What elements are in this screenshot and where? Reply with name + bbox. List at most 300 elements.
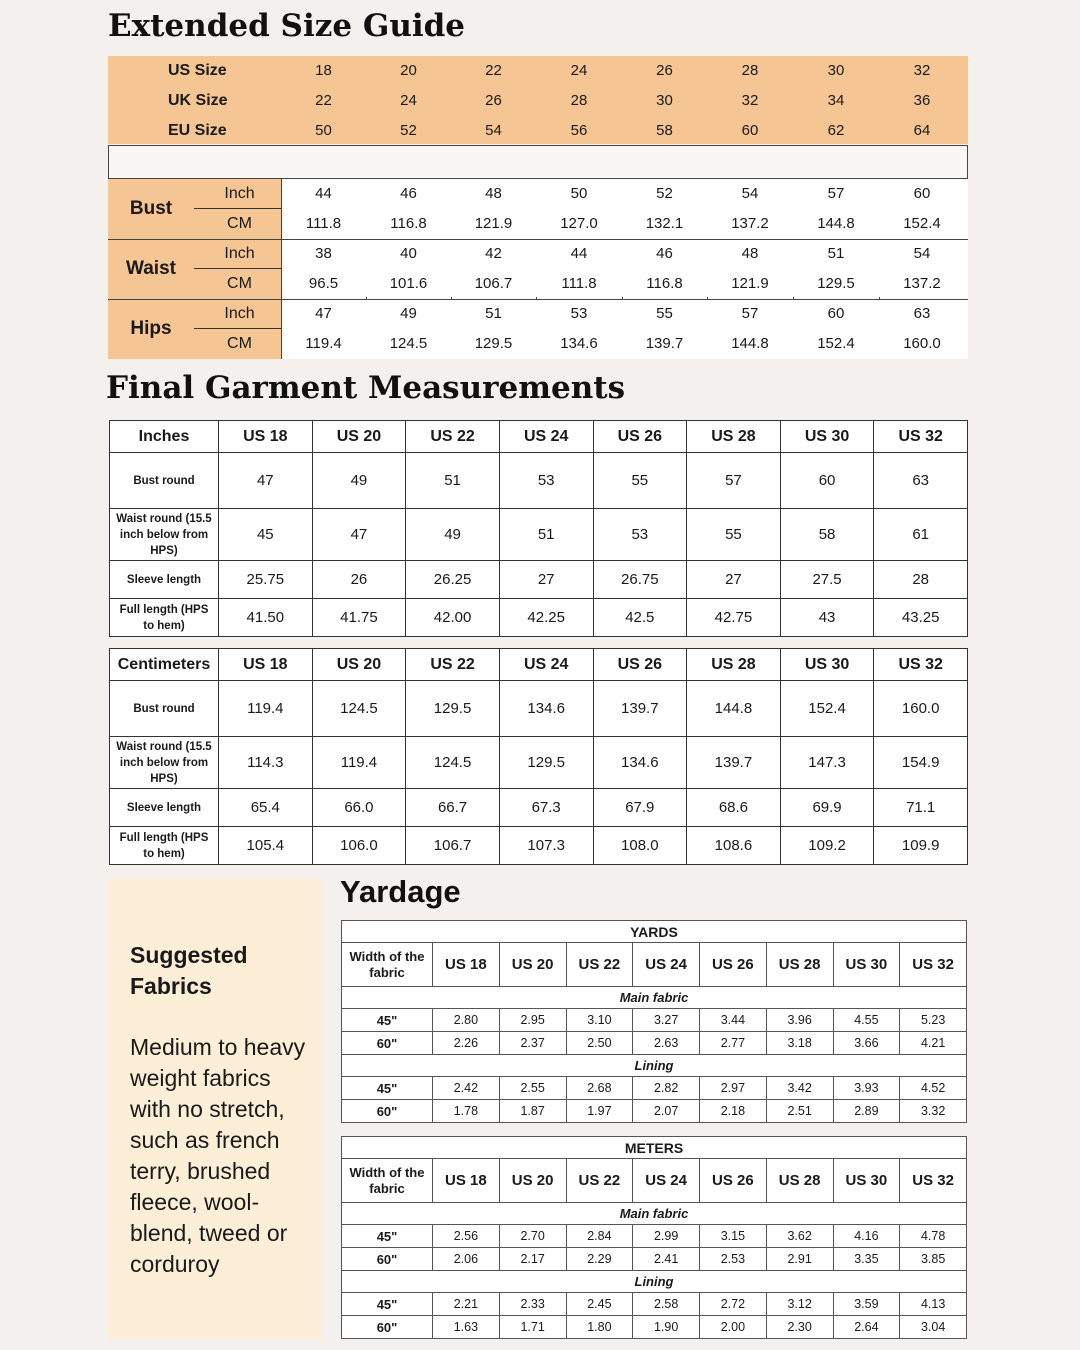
size-header: US 30 bbox=[780, 421, 874, 453]
measure-cell: 42 bbox=[485, 245, 502, 262]
size-header: US 30 bbox=[780, 649, 874, 681]
yardage-value: 3.15 bbox=[700, 1225, 767, 1248]
size-header: US 28 bbox=[687, 421, 781, 453]
measurement-value: 43.25 bbox=[874, 599, 968, 637]
yardage-value: 1.78 bbox=[433, 1100, 500, 1123]
yardage-value: 1.71 bbox=[499, 1316, 566, 1339]
yardage-value: 4.21 bbox=[900, 1032, 967, 1055]
size-header: US 24 bbox=[633, 943, 700, 987]
yardage-value: 2.89 bbox=[833, 1100, 900, 1123]
yardage-value: 2.55 bbox=[499, 1077, 566, 1100]
size-cell: 24 bbox=[400, 92, 417, 109]
yardage-value: 3.12 bbox=[766, 1293, 833, 1316]
yardage-value: 2.64 bbox=[833, 1316, 900, 1339]
size-header: US 20 bbox=[499, 1159, 566, 1203]
size-guide-title: Extended Size Guide bbox=[108, 8, 466, 44]
yardage-value: 2.30 bbox=[766, 1316, 833, 1339]
size-header: US 32 bbox=[900, 943, 967, 987]
yardage-value: 2.26 bbox=[433, 1032, 500, 1055]
unit-label: CM bbox=[227, 335, 252, 352]
yardage-value: 1.87 bbox=[499, 1100, 566, 1123]
size-cell: 64 bbox=[913, 122, 931, 139]
measurement-value: 160.0 bbox=[874, 681, 968, 737]
measure-cell: 46 bbox=[656, 245, 673, 262]
fabric-width: 45" bbox=[342, 1293, 433, 1316]
size-cell: 58 bbox=[656, 122, 673, 139]
size-header: US 32 bbox=[900, 1159, 967, 1203]
size-header: US 24 bbox=[633, 1159, 700, 1203]
yardage-value: 2.00 bbox=[700, 1316, 767, 1339]
yardage-value: 2.53 bbox=[700, 1248, 767, 1271]
size-header: US 22 bbox=[406, 649, 500, 681]
size-header: US 24 bbox=[499, 421, 593, 453]
yardage-value: 2.68 bbox=[566, 1077, 633, 1100]
measure-cell: 53 bbox=[570, 305, 588, 322]
measurement-value: 124.5 bbox=[312, 681, 406, 737]
measurement-value: 144.8 bbox=[687, 681, 781, 737]
measure-cell: 116.8 bbox=[646, 275, 683, 292]
yardage-value: 2.97 bbox=[700, 1077, 767, 1100]
measurement-value: 109.9 bbox=[874, 827, 968, 865]
yardage-yards-table bbox=[341, 920, 967, 1123]
measure-cell: 44 bbox=[315, 185, 332, 202]
measure-cell: 96.5 bbox=[308, 275, 339, 292]
measurement-value: 28 bbox=[874, 561, 968, 599]
measure-cell: 48 bbox=[741, 245, 759, 262]
measure-cell: 50 bbox=[570, 185, 588, 202]
measurement-value: 105.4 bbox=[219, 827, 313, 865]
size-header: US 28 bbox=[766, 1159, 833, 1203]
size-guide-header bbox=[108, 56, 968, 144]
measure-cell: 49 bbox=[400, 305, 417, 322]
fabric-width: 45" bbox=[342, 1009, 433, 1032]
yardage-meters-table bbox=[341, 1136, 967, 1339]
measurement-value: 139.7 bbox=[687, 737, 781, 789]
yardage-value: 2.50 bbox=[566, 1032, 633, 1055]
measure-cell: 160.0 bbox=[903, 335, 941, 352]
size-cell: 28 bbox=[570, 92, 588, 109]
unit-divider bbox=[194, 208, 281, 209]
width-label: Width of the fabric bbox=[342, 943, 433, 987]
size-header: US 26 bbox=[700, 943, 767, 987]
measure-cell: 111.8 bbox=[561, 275, 597, 292]
yardage-value: 3.59 bbox=[833, 1293, 900, 1316]
measurement-value: 43 bbox=[780, 599, 874, 637]
column-divider bbox=[536, 297, 537, 299]
measure-cell: 54 bbox=[741, 185, 759, 202]
column-divider bbox=[281, 179, 282, 359]
size-cell: 52 bbox=[400, 122, 417, 139]
measurement-value: 26.75 bbox=[593, 561, 687, 599]
yardage-value: 3.04 bbox=[900, 1316, 967, 1339]
measurement-value: 119.4 bbox=[312, 737, 406, 789]
measure-cell: 124.5 bbox=[389, 335, 428, 352]
measurement-value: 66.0 bbox=[312, 789, 406, 827]
measurement-value: 129.5 bbox=[499, 737, 593, 789]
measurement-value: 27.5 bbox=[780, 561, 874, 599]
unit-divider bbox=[194, 268, 281, 269]
yardage-value: 2.72 bbox=[700, 1293, 767, 1316]
measure-cell: 101.6 bbox=[389, 275, 428, 292]
size-row-label: US Size bbox=[168, 62, 227, 79]
measure-cell: 111.8 bbox=[305, 215, 342, 232]
unit-divider bbox=[194, 328, 281, 329]
yardage-value: 3.42 bbox=[766, 1077, 833, 1100]
measure-cell: 134.6 bbox=[560, 335, 598, 352]
yardage-title: Yardage bbox=[340, 874, 461, 909]
measurement-label: Waist round (15.5 inch below from HPS) bbox=[110, 509, 219, 561]
suggested-fabrics-title: Suggested Fabrics bbox=[130, 942, 248, 999]
yardage-value: 2.58 bbox=[633, 1293, 700, 1316]
yardage-value: 4.16 bbox=[833, 1225, 900, 1248]
measurement-value: 55 bbox=[687, 509, 781, 561]
measurement-value: 67.9 bbox=[593, 789, 687, 827]
measurement-label: Waist round (15.5 inch below from HPS) bbox=[110, 737, 219, 789]
measurement-value: 60 bbox=[780, 453, 874, 509]
measurement-value: 68.6 bbox=[687, 789, 781, 827]
yardage-value: 2.82 bbox=[633, 1077, 700, 1100]
yardage-value: 3.62 bbox=[766, 1225, 833, 1248]
suggested-fabrics-panel bbox=[108, 878, 322, 1340]
measure-cell: 38 bbox=[315, 245, 332, 262]
measure-cell: 119.4 bbox=[305, 335, 342, 352]
measure-cell: 129.5 bbox=[817, 275, 855, 292]
column-divider bbox=[879, 297, 880, 299]
measurement-value: 53 bbox=[593, 509, 687, 561]
unit-label: Inch bbox=[224, 305, 255, 322]
measurement-value: 65.4 bbox=[219, 789, 313, 827]
measurement-value: 45 bbox=[219, 509, 313, 561]
measurement-value: 49 bbox=[312, 453, 406, 509]
unit-label: Inch bbox=[224, 185, 255, 202]
column-divider bbox=[707, 297, 708, 299]
garment-title: Final Garment Measurements bbox=[106, 370, 626, 406]
size-header: US 20 bbox=[312, 649, 406, 681]
unit-label: Inch bbox=[224, 245, 255, 262]
size-row bbox=[108, 116, 968, 146]
size-cell: 20 bbox=[400, 62, 417, 79]
yardage-value: 2.29 bbox=[566, 1248, 633, 1271]
measurement-label: Full length (HPS to hem) bbox=[110, 827, 219, 865]
measurement-value: 55 bbox=[593, 453, 687, 509]
yardage-value: 3.93 bbox=[833, 1077, 900, 1100]
size-header: US 24 bbox=[499, 649, 593, 681]
size-cell: 22 bbox=[315, 92, 332, 109]
size-cell: 32 bbox=[741, 92, 759, 109]
measurement-value: 61 bbox=[874, 509, 968, 561]
fabric-width: 45" bbox=[342, 1077, 433, 1100]
yardage-value: 2.51 bbox=[766, 1100, 833, 1123]
measure-cell: 57 bbox=[827, 185, 845, 202]
measurement-value: 108.6 bbox=[687, 827, 781, 865]
size-header: US 22 bbox=[566, 943, 633, 987]
measure-cell: 144.8 bbox=[817, 215, 855, 232]
measure-cell: 48 bbox=[485, 185, 502, 202]
size-cell: 32 bbox=[913, 62, 931, 79]
measure-cell: 52 bbox=[656, 185, 673, 202]
yardage-value: 2.33 bbox=[499, 1293, 566, 1316]
yardage-value: 5.23 bbox=[900, 1009, 967, 1032]
measure-cell: 121.9 bbox=[731, 275, 769, 292]
unit-header: Inches bbox=[110, 421, 219, 453]
measurement-label: Sleeve length bbox=[110, 561, 219, 599]
yardage-value: 2.21 bbox=[433, 1293, 500, 1316]
yardage-value: 2.06 bbox=[433, 1248, 500, 1271]
yardage-value: 2.41 bbox=[633, 1248, 700, 1271]
unit-caption: YARDS bbox=[342, 921, 967, 943]
size-header: US 18 bbox=[219, 421, 313, 453]
size-row-label: EU Size bbox=[168, 122, 227, 139]
measurement-value: 134.6 bbox=[499, 681, 593, 737]
size-cell: 30 bbox=[656, 92, 673, 109]
measure-cell: 132.1 bbox=[645, 215, 684, 232]
measurement-value: 106.7 bbox=[406, 827, 500, 865]
yardage-value: 2.77 bbox=[700, 1032, 767, 1055]
measurement-value: 49 bbox=[406, 509, 500, 561]
measure-group-name: Bust bbox=[129, 198, 173, 219]
measurement-value: 107.3 bbox=[499, 827, 593, 865]
measurement-value: 108.0 bbox=[593, 827, 687, 865]
measure-cell: 47 bbox=[315, 305, 332, 322]
section-label: Main fabric bbox=[342, 987, 967, 1009]
unit-label: CM bbox=[227, 275, 252, 292]
yardage-value: 2.18 bbox=[700, 1100, 767, 1123]
size-header: US 32 bbox=[874, 649, 968, 681]
measure-cell: 127.0 bbox=[560, 215, 598, 232]
column-divider bbox=[451, 297, 452, 299]
size-header: US 26 bbox=[593, 649, 687, 681]
measure-cell: 40 bbox=[400, 245, 417, 262]
yardage-value: 4.52 bbox=[900, 1077, 967, 1100]
size-cell: 18 bbox=[315, 62, 332, 79]
size-cell: 26 bbox=[656, 62, 673, 79]
yardage-value: 4.13 bbox=[900, 1293, 967, 1316]
yardage-value: 4.78 bbox=[900, 1225, 967, 1248]
measure-cell: 137.2 bbox=[731, 215, 769, 232]
size-guide-body bbox=[108, 179, 968, 359]
size-header: US 20 bbox=[499, 943, 566, 987]
measurement-value: 139.7 bbox=[593, 681, 687, 737]
measurement-label: Bust round bbox=[110, 681, 219, 737]
measurement-value: 42.25 bbox=[499, 599, 593, 637]
measure-group bbox=[108, 299, 281, 359]
measurement-value: 134.6 bbox=[593, 737, 687, 789]
measure-group bbox=[108, 179, 281, 239]
measurement-value: 69.9 bbox=[780, 789, 874, 827]
measurement-value: 124.5 bbox=[406, 737, 500, 789]
measurement-value: 63 bbox=[874, 453, 968, 509]
measure-group-name: Hips bbox=[130, 318, 172, 339]
yardage-value: 2.95 bbox=[499, 1009, 566, 1032]
measure-cell: 129.5 bbox=[474, 335, 513, 352]
fabric-width: 45" bbox=[342, 1225, 433, 1248]
measurement-value: 114.3 bbox=[219, 737, 313, 789]
measurement-value: 41.50 bbox=[219, 599, 313, 637]
size-header: US 28 bbox=[766, 943, 833, 987]
yardage-value: 1.80 bbox=[566, 1316, 633, 1339]
size-cell: 62 bbox=[827, 122, 845, 139]
measure-cell: 60 bbox=[827, 305, 845, 322]
yardage-value: 3.10 bbox=[566, 1009, 633, 1032]
size-guide-spacer bbox=[108, 145, 968, 179]
measure-cell: 51 bbox=[485, 305, 502, 322]
measurement-value: 66.7 bbox=[406, 789, 500, 827]
size-header: US 28 bbox=[687, 649, 781, 681]
size-cell: 54 bbox=[485, 122, 502, 139]
column-divider bbox=[793, 297, 794, 299]
measurement-value: 106.0 bbox=[312, 827, 406, 865]
fabric-width: 60" bbox=[342, 1032, 433, 1055]
measurement-value: 57 bbox=[687, 453, 781, 509]
measurement-value: 27 bbox=[499, 561, 593, 599]
yardage-value: 3.85 bbox=[900, 1248, 967, 1271]
yardage-value: 1.97 bbox=[566, 1100, 633, 1123]
measurement-value: 26 bbox=[312, 561, 406, 599]
size-row bbox=[108, 86, 968, 116]
size-header: US 26 bbox=[593, 421, 687, 453]
unit-header: Centimeters bbox=[110, 649, 219, 681]
size-cell: 36 bbox=[913, 92, 931, 109]
yardage-value: 2.45 bbox=[566, 1293, 633, 1316]
yardage-value: 2.80 bbox=[433, 1009, 500, 1032]
yardage-value: 2.99 bbox=[633, 1225, 700, 1248]
yardage-value: 3.35 bbox=[833, 1248, 900, 1271]
size-header: US 22 bbox=[406, 421, 500, 453]
measurement-value: 27 bbox=[687, 561, 781, 599]
measurement-value: 58 bbox=[780, 509, 874, 561]
yardage-value: 3.18 bbox=[766, 1032, 833, 1055]
width-label: Width of the fabric bbox=[342, 1159, 433, 1203]
column-divider bbox=[622, 297, 623, 299]
size-header: US 26 bbox=[700, 1159, 767, 1203]
section-label: Lining bbox=[342, 1271, 967, 1293]
measurement-value: 119.4 bbox=[219, 681, 313, 737]
measure-cell: 152.4 bbox=[817, 335, 855, 352]
measure-cell: 46 bbox=[400, 185, 417, 202]
fabric-width: 60" bbox=[342, 1316, 433, 1339]
size-cell: 24 bbox=[570, 62, 588, 79]
measure-cell: 139.7 bbox=[645, 335, 684, 352]
size-header: US 18 bbox=[433, 943, 500, 987]
size-cell: 22 bbox=[485, 62, 502, 79]
yardage-value: 2.91 bbox=[766, 1248, 833, 1271]
yardage-value: 2.07 bbox=[633, 1100, 700, 1123]
measurement-value: 42.5 bbox=[593, 599, 687, 637]
measure-cell: 144.8 bbox=[731, 335, 769, 352]
yardage-value: 3.44 bbox=[700, 1009, 767, 1032]
yardage-value: 3.96 bbox=[766, 1009, 833, 1032]
size-row-label: UK Size bbox=[168, 92, 228, 109]
measurement-value: 47 bbox=[312, 509, 406, 561]
measure-cell: 63 bbox=[913, 305, 931, 322]
group-divider bbox=[108, 299, 968, 300]
measurement-value: 109.2 bbox=[780, 827, 874, 865]
column-divider bbox=[366, 297, 367, 299]
garment-inches-table bbox=[109, 420, 968, 637]
yardage-value: 1.63 bbox=[433, 1316, 500, 1339]
size-cell: 34 bbox=[827, 92, 845, 109]
size-cell: 28 bbox=[741, 62, 759, 79]
measure-cell: 137.2 bbox=[903, 275, 941, 292]
size-cell: 26 bbox=[485, 92, 502, 109]
measurement-value: 51 bbox=[499, 509, 593, 561]
measurement-value: 47 bbox=[219, 453, 313, 509]
garment-cm-table bbox=[109, 648, 968, 865]
measure-group bbox=[108, 239, 281, 299]
measurement-value: 152.4 bbox=[780, 681, 874, 737]
size-header: US 30 bbox=[833, 943, 900, 987]
yardage-value: 3.27 bbox=[633, 1009, 700, 1032]
yardage-value: 2.84 bbox=[566, 1225, 633, 1248]
group-divider bbox=[108, 239, 968, 240]
yardage-value: 2.42 bbox=[433, 1077, 500, 1100]
size-header: US 20 bbox=[312, 421, 406, 453]
size-cell: 60 bbox=[741, 122, 759, 139]
measurement-value: 42.00 bbox=[406, 599, 500, 637]
size-cell: 56 bbox=[570, 122, 588, 139]
unit-label: CM bbox=[227, 215, 252, 232]
yardage-value: 3.66 bbox=[833, 1032, 900, 1055]
measure-group-name: Waist bbox=[126, 258, 176, 279]
size-header: US 18 bbox=[433, 1159, 500, 1203]
size-cell: 50 bbox=[315, 122, 332, 139]
measurement-label: Bust round bbox=[110, 453, 219, 509]
section-label: Main fabric bbox=[342, 1203, 967, 1225]
measurement-value: 41.75 bbox=[312, 599, 406, 637]
measurement-value: 53 bbox=[499, 453, 593, 509]
measure-cell: 152.4 bbox=[903, 215, 941, 232]
yardage-value: 4.55 bbox=[833, 1009, 900, 1032]
measurement-value: 25.75 bbox=[219, 561, 313, 599]
measurement-value: 154.9 bbox=[874, 737, 968, 789]
section-label: Lining bbox=[342, 1055, 967, 1077]
fabric-width: 60" bbox=[342, 1248, 433, 1271]
measurement-value: 71.1 bbox=[874, 789, 968, 827]
size-cell: 30 bbox=[827, 62, 845, 79]
suggested-fabrics-text: Medium to heavy weight fabrics with no stretch, such as french terry, brushed fleece, wool-blend, tweed or corduroy bbox=[130, 1034, 306, 1277]
measure-cell: 51 bbox=[827, 245, 845, 262]
fabric-width: 60" bbox=[342, 1100, 433, 1123]
measurement-value: 147.3 bbox=[780, 737, 874, 789]
yardage-value: 2.56 bbox=[433, 1225, 500, 1248]
measurement-value: 51 bbox=[406, 453, 500, 509]
measurement-value: 67.3 bbox=[499, 789, 593, 827]
measure-cell: 116.8 bbox=[390, 215, 427, 232]
measure-cell: 44 bbox=[570, 245, 588, 262]
yardage-value: 2.63 bbox=[633, 1032, 700, 1055]
measurement-value: 129.5 bbox=[406, 681, 500, 737]
unit-caption: METERS bbox=[342, 1137, 967, 1159]
size-header: US 32 bbox=[874, 421, 968, 453]
measure-cell: 54 bbox=[913, 245, 931, 262]
measure-cell: 106.7 bbox=[474, 275, 513, 292]
measurement-label: Full length (HPS to hem) bbox=[110, 599, 219, 637]
yardage-value: 2.70 bbox=[499, 1225, 566, 1248]
measure-cell: 121.9 bbox=[474, 215, 513, 232]
measure-cell: 55 bbox=[656, 305, 673, 322]
size-header: US 22 bbox=[566, 1159, 633, 1203]
size-row bbox=[108, 56, 968, 86]
measurement-value: 26.25 bbox=[406, 561, 500, 599]
measure-cell: 57 bbox=[741, 305, 759, 322]
measurement-value: 42.75 bbox=[687, 599, 781, 637]
size-header: US 18 bbox=[219, 649, 313, 681]
yardage-value: 2.17 bbox=[499, 1248, 566, 1271]
yardage-value: 3.32 bbox=[900, 1100, 967, 1123]
yardage-value: 2.37 bbox=[499, 1032, 566, 1055]
size-header: US 30 bbox=[833, 1159, 900, 1203]
measurement-label: Sleeve length bbox=[110, 789, 219, 827]
